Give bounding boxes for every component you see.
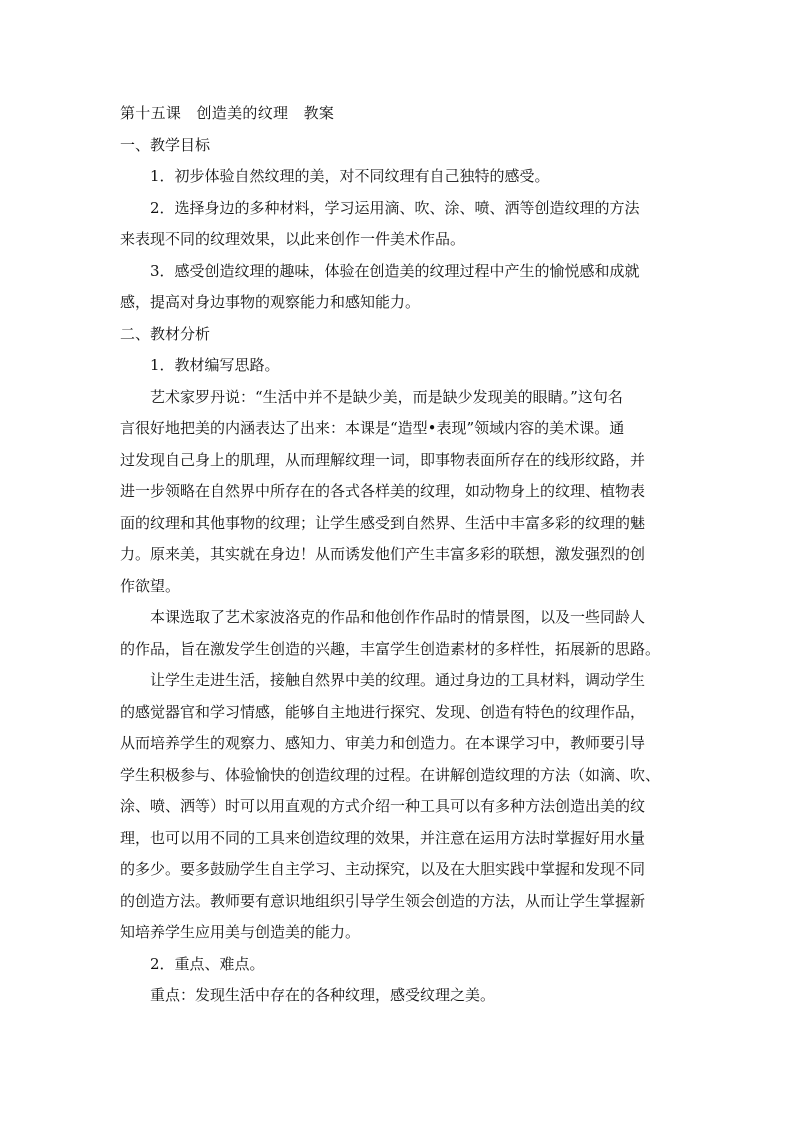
paragraph-line: 面的纹理和其他事物的纹理；让学生感受到自然界、生活中丰富多彩的纹理的魅 <box>120 513 646 532</box>
paragraph-line: 理，也可以用不同的工具来创造纹理的效果，并注意在运用方法时掌握好用水量 <box>120 828 646 847</box>
paragraph-line: 从而培养学生的观察力、感知力、审美力和创造力。在本课学习中，教师要引导 <box>120 734 646 752</box>
objective-item: 1．初步体验自然纹理的美，对不同纹理有自己独特的感受。 <box>150 167 550 185</box>
paragraph-line: 本课选取了艺术家波洛克的作品和他创作作品时的情景图，以及一些同龄人 <box>150 608 646 626</box>
document-title: 第十五课 创造美的纹理 教案 <box>120 104 335 122</box>
subheading: 1．教材编写思路。 <box>150 356 280 374</box>
paragraph-line: 力。原来美，其实就在身边！从而诱发他们产生丰富多彩的联想，激发强烈的创 <box>120 545 646 563</box>
paragraph-line: 过发现自己身上的肌理，从而理解纹理一词，即事物表面所存在的线形纹路，并 <box>120 450 646 469</box>
paragraph-line: 的作品，旨在激发学生创造的兴趣，丰富学生创造素材的多样性，拓展新的思路。 <box>120 639 661 658</box>
paragraph-line: 学生积极参与、体验愉快的创造纹理的过程。在讲解创造纹理的方法（如滴、吹、 <box>120 765 661 784</box>
paragraph-line: 言很好地把美的内涵表达了出来：本课是“造型•表现”领域内容的美术课。通 <box>120 419 625 437</box>
section-heading-objectives: 一、教学目标 <box>120 135 211 154</box>
paragraph-line: 知培养学生应用美与创造美的能力。 <box>120 923 361 941</box>
objective-item-continued: 感，提高对身边事物的观察能力和感知能力。 <box>120 293 421 311</box>
paragraph-line: 的感觉器官和学习情感，能够自主地进行探究、发现、创造有特色的纹理作品， <box>120 702 646 721</box>
paragraph-line: 的多少。要多鼓励学生自主学习、主动探究，以及在大胆实践中掌握和发现不同 <box>120 860 646 878</box>
section-heading-analysis: 二、教材分析 <box>120 324 211 343</box>
objective-item: 3．感受创造纹理的趣味，体验在创造美的纹理过程中产生的愉悦感和成就 <box>150 261 640 280</box>
paragraph-line: 涂、喷、洒等）时可以用直观的方式介绍一种工具可以有多种方法创造出美的纹 <box>120 797 646 815</box>
paragraph-line: 的创造方法。教师要有意识地组织引导学生领会创造的方法，从而让学生掌握新 <box>120 891 646 910</box>
subheading: 2．重点、难点。 <box>150 954 265 973</box>
paragraph-line: 作欲望。 <box>120 576 181 595</box>
key-point: 重点：发现生活中存在的各种纹理，感受纹理之美。 <box>150 986 496 1004</box>
paragraph-line: 艺术家罗丹说：“生活中并不是缺少美，而是缺少发现美的眼睛。”这句名 <box>150 387 623 406</box>
document-page <box>120 98 676 1012</box>
paragraph-line: 进一步领略在自然界中所存在的各式各样美的纹理，如动物身上的纹理、植物表 <box>120 482 646 500</box>
objective-item-continued: 来表现不同的纹理效果，以此来创作一件美术作品。 <box>120 230 466 248</box>
paragraph-line: 让学生走进生活，接触自然界中美的纹理。通过身边的工具材料，调动学生 <box>150 671 646 689</box>
objective-item: 2．选择身边的多种材料，学习运用滴、吹、涂、喷、洒等创造纹理的方法 <box>150 198 640 217</box>
